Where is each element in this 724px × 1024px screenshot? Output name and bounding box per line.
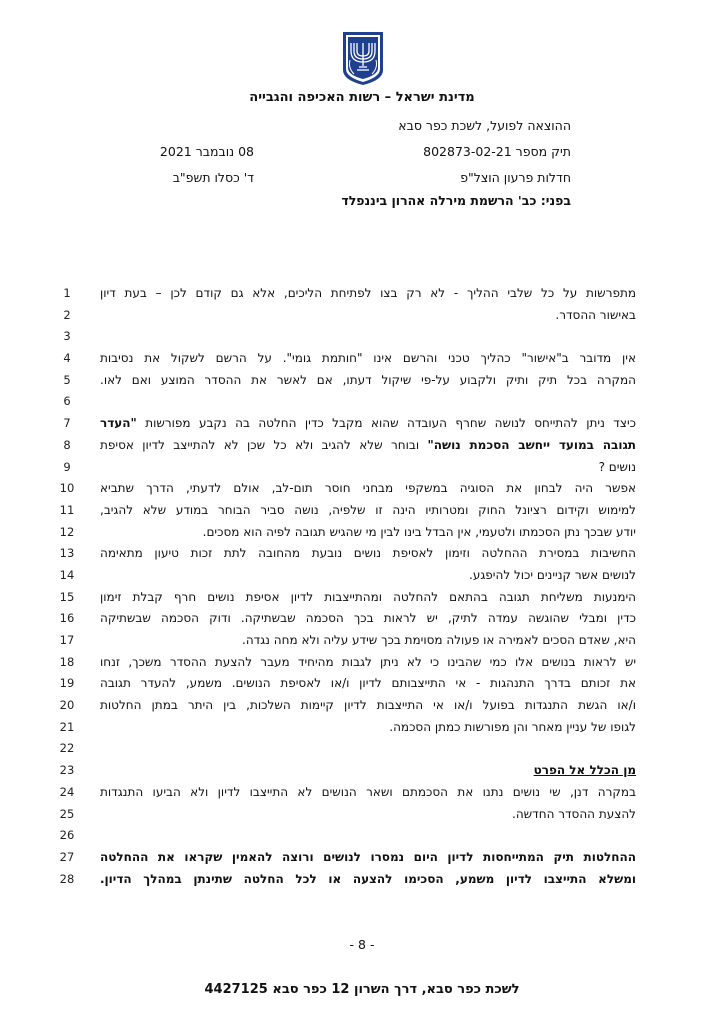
line-5 bbox=[0, 370, 724, 392]
line-number: 14 bbox=[59, 567, 75, 582]
line-number: 11 bbox=[59, 502, 75, 517]
line-4 bbox=[0, 348, 724, 370]
line-text: באישור ההסדר. bbox=[555, 307, 636, 322]
line-number: 5 bbox=[63, 372, 71, 387]
line-text: יודע שבכך נתן הסכמתו ולטעמי, אין הבדל בינו לבין מי שהגיש תגובה לפיה הוא מסכים. bbox=[202, 524, 636, 539]
line-6 bbox=[0, 391, 724, 413]
line-19 bbox=[0, 673, 724, 695]
line-number: 2 bbox=[63, 307, 71, 322]
line-number: 20 bbox=[59, 698, 75, 713]
line-text: לגופו של עניין מאחר והן מפורשות כמתן הסכמה. bbox=[389, 719, 636, 734]
line-23 bbox=[0, 760, 724, 782]
line-number: 25 bbox=[59, 806, 75, 821]
quoted-rule-bold: "העדר bbox=[100, 416, 137, 431]
line-16 bbox=[0, 608, 724, 630]
line-2 bbox=[0, 305, 724, 327]
line-number: 22 bbox=[59, 741, 75, 756]
line-number: 23 bbox=[59, 763, 75, 778]
office-name: ההוצאה לפועל, לשכת כפר סבא bbox=[398, 118, 571, 133]
line-17 bbox=[0, 630, 724, 652]
line-text bbox=[100, 435, 636, 457]
line-text: ההחלטות תיק המתייחסות לדיון היום נמסרו לנושים ורוצה להאמין שקראו את ההחלטה bbox=[100, 849, 636, 864]
line-number: 4 bbox=[63, 351, 71, 366]
line-number: 19 bbox=[59, 676, 75, 691]
menorah-emblem-icon bbox=[339, 30, 387, 86]
line-number: 27 bbox=[59, 849, 75, 864]
line-14 bbox=[0, 565, 724, 587]
footer-address: לשכת כפר סבא, דרך השרון 12 כפר סבא 4427125 bbox=[204, 982, 520, 997]
line-21 bbox=[0, 717, 724, 739]
line-text: היא, שאדם הסכים לאמירה או פעולה מסוימת בכך שידע עליה ולא מחה נגדה. bbox=[242, 633, 636, 647]
line-number: 8 bbox=[63, 437, 71, 452]
line-number: 10 bbox=[59, 481, 75, 496]
line-number: 12 bbox=[59, 524, 75, 539]
line-8 bbox=[0, 435, 724, 457]
line-text: את זכותם בדרך התנהגות - אי התייצבותם לדיון ו/או לאסיפת הנושים. משמע, להעדר תגובה bbox=[100, 676, 636, 691]
page-number: - 8 - bbox=[349, 937, 375, 952]
line-text: יש לראות בנושים אלו כמי שהבינו כי לא ניתן לגבות מהיחיד מעבר להצעת ההסדר משכך, זנחו bbox=[100, 654, 636, 669]
line-3 bbox=[0, 326, 724, 348]
line-text bbox=[100, 413, 636, 435]
line-28 bbox=[0, 869, 724, 891]
line-text: הימנעות משליחת תגובה בהתאם להחלטה ומהתייצבות לדיון אסיפת נושים חרף קבלת זימון bbox=[100, 589, 636, 604]
file-number: תיק מספר 802873-02-21 bbox=[423, 144, 571, 159]
line-12 bbox=[0, 522, 724, 544]
line-20 bbox=[0, 695, 724, 717]
line-text-plain: כיצד ניתן להתייחס לנושה שחרף העובדה שהוא מקבל כדין החלטה בה נקבע מפורשות bbox=[136, 416, 636, 431]
line-text: אפשר היה לבחון את הסוגיה במשקפי מבחני חוסר תום-לב, אולם לדעתי, הדרך שתביא bbox=[100, 481, 636, 496]
line-text: ו/או הגשת התנגדות בפועל ו/או אי התייצבות לדיון קיימות השלכות, בין היתר במתן החלטות bbox=[100, 698, 636, 713]
line-text: למימוש וקידום רציונל החוק ומטרותיו הינה זו שלפיה, נושה סביר הבוחר במודע שלא להגיב, bbox=[100, 502, 636, 517]
line-26 bbox=[0, 825, 724, 847]
line-number: 16 bbox=[59, 611, 75, 626]
line-number: 28 bbox=[59, 871, 75, 886]
date-hebrew: ד' כסלו תשפ"ב bbox=[172, 170, 254, 185]
line-number: 7 bbox=[63, 416, 71, 431]
line-18 bbox=[0, 652, 724, 674]
case-type: חדלות פרעון הוצל"פ bbox=[460, 170, 571, 185]
line-9 bbox=[0, 457, 724, 479]
line-number: 6 bbox=[63, 394, 71, 409]
line-number: 17 bbox=[59, 633, 75, 647]
line-text-plain: ובוחר שלא להגיב ולא כל שכן לא להתייצב לדיון אסיפת bbox=[100, 437, 428, 452]
line-text: כדין ומבלי שהוגשה עמדה לתיק, יש לראות בכך הסכמה שבשתיקה. ודוק הסכמה שבשתיקה bbox=[100, 611, 636, 626]
line-text: אין מדובר ב"אישור" כהליך טכני והרשם אינו "חותמת גומי". על הרשם לשקול את נסיבות bbox=[100, 351, 636, 366]
line-text: להצעת ההסדר החדשה. bbox=[512, 806, 636, 821]
authority-title: מדינת ישראל – רשות האכיפה והגבייה bbox=[249, 90, 475, 105]
line-22 bbox=[0, 738, 724, 760]
line-7 bbox=[0, 413, 724, 435]
line-11 bbox=[0, 500, 724, 522]
line-text: החשיבות במסירת ההחלטה וזימון לאסיפת נושים נובעת מהחובה לתת זכות טיעון מתאימה bbox=[100, 546, 636, 561]
line-number: 24 bbox=[59, 784, 75, 799]
line-number: 15 bbox=[59, 589, 75, 604]
line-1 bbox=[0, 283, 724, 305]
line-text: לנושים אשר קניינים יכול להיפגע. bbox=[469, 567, 636, 582]
line-13 bbox=[0, 543, 724, 565]
line-number: 21 bbox=[59, 719, 75, 734]
line-number: 1 bbox=[63, 286, 71, 300]
line-text: ומשלא התייצבו לדיון משמע, הסכימו להצעה או לכל החלטה שתינתן במהלך הדיון. bbox=[100, 871, 636, 886]
line-number: 18 bbox=[59, 654, 75, 669]
line-number: 26 bbox=[59, 828, 75, 843]
line-text: מתפרשות על כל שלבי ההליך - לא רק בצו לפתיחת הליכים, אלא גם קודם לכן – בעת דיון bbox=[100, 286, 636, 300]
line-15 bbox=[0, 587, 724, 609]
line-text: המקרה בכל תיק ותיק ולקבוע על-פי שיקול דעתו, אם לאשר את ההסדר המוצע ואם לאו. bbox=[100, 372, 636, 387]
quoted-rule-bold: תגובה במועד ייחשב הסכמת נושה" bbox=[427, 437, 636, 452]
line-number: 13 bbox=[59, 546, 75, 561]
line-10 bbox=[0, 478, 724, 500]
line-text: במקרה דנן, שי נושים נתנו את הסכמתם ושאר הנושים לא התייצבו לדיון ולא הביעו התנגדות bbox=[100, 784, 636, 799]
line-number: 3 bbox=[63, 329, 71, 344]
section-heading: מן הכלל אל הפרט bbox=[533, 763, 636, 778]
body-lines bbox=[0, 283, 724, 890]
line-number: 9 bbox=[63, 459, 71, 474]
line-25 bbox=[0, 804, 724, 826]
date-gregorian: 08 נובמבר 2021 bbox=[159, 144, 254, 159]
before-judge: בפני: כב' הרשמת מירלה אהרון ביננפלד bbox=[341, 193, 571, 208]
line-24 bbox=[0, 782, 724, 804]
line-text: נושים ? bbox=[598, 459, 636, 474]
line-27 bbox=[0, 847, 724, 869]
